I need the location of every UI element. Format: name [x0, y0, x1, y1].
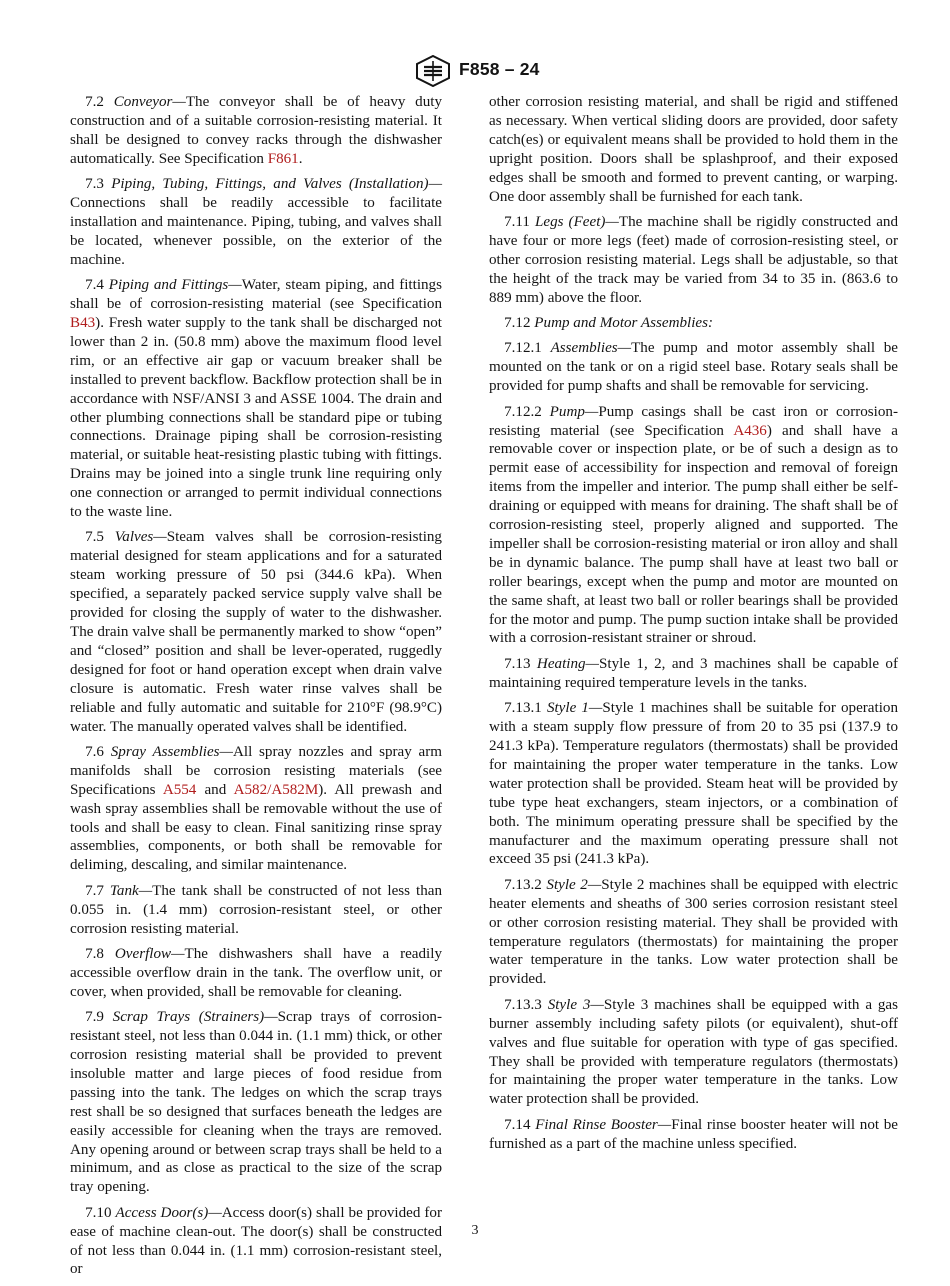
- section-7-4: 7.4 Piping and Fittings—Water, steam piping, and fittings shall be of corrosion-resisting material (see Specification B43). Fresh water supply to the tank shall be discharged not lower than 2 in. (50.8 mm) above the maximum flood level rim, or an effective air gap or vacuum breaker shall be installed to prevent backflow. Backflow protection shall be in accordance with NSF/ANSI 3 and ASSE 1004. The drain and other plumbing connections shall be standard pipe or tubing connections. Drainage piping shall be corrosion-resisting material, or suitable heat-resisting plastic tubing with fittings. Drains may be joined into a single trunk line requiring only one connection or arranged to permit individual connections to the waste line.: [70, 277, 442, 521]
- section-7-14: 7.14 Final Rinse Booster—Final rinse booster heater will not be furnished as a part of the machine unless specified.: [489, 1116, 898, 1152]
- section-7-6: 7.6 Spray Assemblies—All spray nozzles and spray arm manifolds shall be corrosion resisting materials (see Specifications A554 and A582/A582M). All prewash and wash spray assemblies shall be removable without the use of tools and shall be easy to clean. Final sanitizing rinse spray assemblies, components, or both shall be removable for deliming, descaling, and similar maintenance.: [70, 743, 443, 874]
- astm-logo-icon: [414, 55, 452, 87]
- spec-link-a436[interactable]: A436: [733, 422, 767, 439]
- section-7-13-1: 7.13.1 Style 1—Style 1 machines shall be suitable for operation with a steam supply flow pressure of from 20 to 35 psi (137.9 to 241.3 kPa). Temperature regulators (thermostats) shall be provided for maintaining the proper water temperature in the tanks. Low water protection shall be provided. Steam heat will be provided by tube type heat exchangers, steam injectors, or a combination of both. The minimum operating pressure shall be specified by the manufacturer and the maximum operating pressure shall not exceed 35 psi (241.3 kPa).: [489, 700, 898, 868]
- spec-link-a582[interactable]: A582/A582M: [233, 781, 319, 798]
- section-7-2: 7.2 Conveyor—The conveyor shall be of heavy duty construction and of a suitable corrosion-resisting material. It shall be designed to convey racks through the dishwasher automatically. See Specification F861.: [70, 94, 442, 167]
- spec-link-f861[interactable]: F861: [267, 150, 299, 167]
- spec-link-a554[interactable]: A554: [162, 781, 197, 798]
- section-7-12-2: 7.12.2 Pump—Pump casings shall be cast iron or corrosion-resisting material (see Specification A436) and shall have a removable cover or inspection plate, or be of such a design as to permit ease of accessibility for inspection and removal of foreign items from the impeller and interior. The pump shall either be self-draining or equipped with means for draining. The shaft shall be of corrosion-resisting steel, properly aligned and supported. The impeller shall be corrosion-resisting material or iron alloy and shall be in dynamic balance. The pump shall have at least two ball or roller bearings, except when the pump and motor are mounted on the same shaft, at least two ball or roller bearings shall be provided for the motor and pump. The pump suction intake shall be provided with a corrosion-resistant strainer or shroud.: [489, 403, 898, 647]
- section-7-11: 7.11 Legs (Feet)—The machine shall be rigidly constructed and have four or more legs (feet) made of corrosion-resisting steel, or other corrosion resisting material. Legs shall be adjustable, so that the height of the track may be varied from 34 to 35 in. (863.6 to 889 mm) above the floor.: [489, 213, 899, 306]
- left-column: [70, 93, 442, 1286]
- section-7-12: 7.12 Pump and Motor Assemblies:: [504, 314, 714, 331]
- section-7-5: 7.5 Valves—Steam valves shall be corrosion-resisting material designed for steam applications and for a saturated steam working pressure of 50 psi (344.6 kPa). When specified, a separately packed service supply valve shall be provided for closing the supply of water to the dishwasher. The drain valve shall be permanently marked to show “open” and “closed” position and shall be lever-operated, ruggedly designed for foot or hand operation except when drain valve closure is automatic. Fresh water rinse valves shall be reliable and fully automatic and suitable for 210°F (98.9°C) water. The manually operated valves shall be identified.: [70, 529, 442, 735]
- spec-link-b43[interactable]: B43: [70, 314, 96, 331]
- right-column: [489, 93, 898, 1160]
- section-7-9: 7.9 Scrap Trays (Strainers)—Scrap trays of corrosion-resistant steel, not less than 0.044 in. (1.1 mm) thick, or other corrosion resisting material shall be provided to prevent insoluble matter and large pieces of food residue from passing into the tank. The ledges on which the scrap trays rest shall be so designed that surfaces beneath the ledges are easily accessible for cleaning when the trays are removed. Any opening around or between scrap trays shall be held to a minimum, and as close as practical to the size of the scrap tray opening.: [70, 1009, 442, 1196]
- section-7-12-1: 7.12.1 Assemblies—The pump and motor assembly shall be mounted on the tank or on a rigid steel base. Rotary seals shall be provided for pump shafts and shall be removable for servicing.: [489, 340, 899, 395]
- page-number: 3: [471, 1223, 479, 1238]
- section-7-7: 7.7 Tank—The tank shall be constructed of not less than 0.055 in. (1.4 mm) corrosion-resistant steel, or other corrosion resisting material.: [70, 882, 442, 937]
- section-7-8: 7.8 Overflow—The dishwashers shall have a readily accessible overflow drain in the tank. The overflow unit, or cover, when provided, shall be removable for cleaning.: [70, 945, 442, 1000]
- section-7-13: 7.13 Heating—Style 1, 2, and 3 machines shall be capable of maintaining required temperature levels in the tanks.: [489, 655, 898, 691]
- document-designation: F858 – 24: [459, 59, 540, 79]
- page-header: [0, 55, 950, 87]
- section-7-3: 7.3 Piping, Tubing, Fittings, and Valves (Installation)—Connections shall be readily accessible to facilitate installation and maintenance. Piping, tubing, and valves shall be located, whenever possible, on the exterior of the machine.: [70, 176, 442, 268]
- section-7-10-continued: other corrosion resisting material, and shall be rigid and stiffened as necessary. When vertical sliding doors are provided, door safety catch(es) or equivalent means shall be provided to hold them in the upright position. Doors shall be splashproof, and their exposed edges shall be smooth and formed to prevent canting, or warping. One door assembly shall be furnished for each tank.: [489, 94, 898, 205]
- section-7-13-3: 7.13.3 Style 3—Style 3 machines shall be equipped with a gas burner assembly including safety pilots (or equivalent), shut-off valves and flue suitable for operation with type of gas specified. They shall be provided with temperature regulators (thermostats) for maintaining the proper water temperature in the tanks. Low water protection shall be provided.: [489, 996, 898, 1108]
- section-7-10: 7.10 Access Door(s)—Access door(s) shall be provided for ease of machine clean-out. The door(s) shall be constructed of not less than 0.044 in. (1.1 mm) corrosion-resistant steel, or: [70, 1204, 442, 1278]
- section-7-13-2: 7.13.2 Style 2—Style 2 machines shall be equipped with electric heater elements and sheaths of 300 series corrosion resistant steel or other corrosion resisting material. They shall be provided with temperature regulators (thermostats) for maintaining the proper water temperature in the tanks. Low water protection shall be provided.: [489, 876, 899, 988]
